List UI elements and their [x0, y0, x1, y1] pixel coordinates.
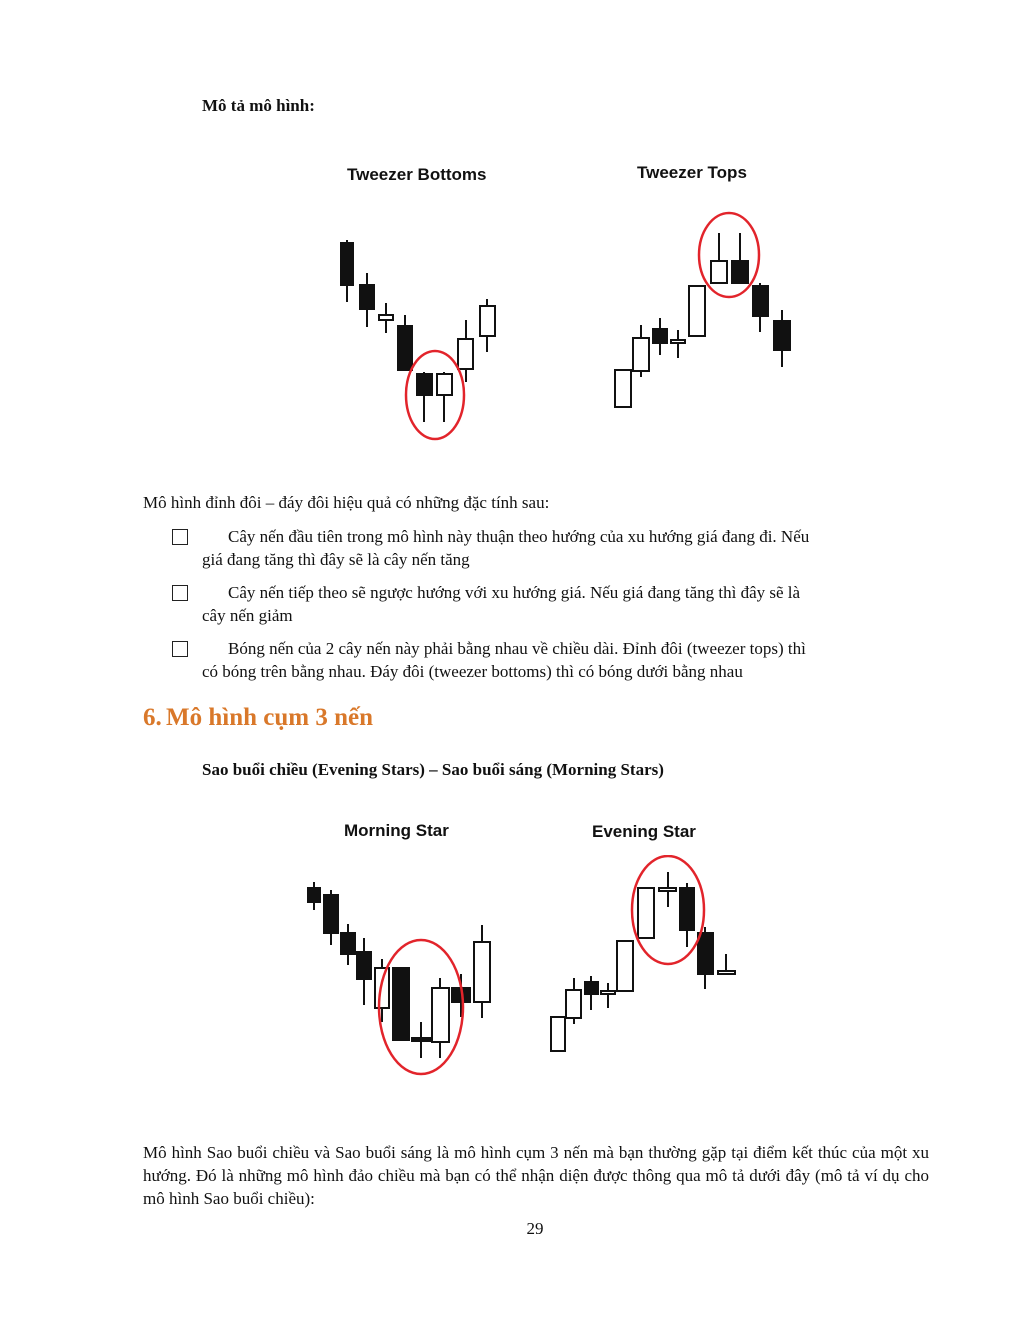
candle-bearish: [774, 321, 790, 350]
description-label: Mô tả mô hình:: [202, 96, 315, 115]
candle-bullish: [375, 968, 389, 1008]
morning-star-chart: [300, 870, 500, 1080]
candle-bearish: [324, 895, 338, 933]
candle-bullish: [474, 942, 490, 1002]
checkbox-bullet-icon: [172, 529, 188, 545]
section-number: 6.: [143, 704, 162, 731]
intro-text: Mô hình đỉnh đôi – đáy đôi hiệu quả có những đặc tính sau:: [143, 493, 550, 512]
candle-bearish: [398, 326, 412, 370]
evening-star-chart: [545, 855, 755, 1065]
bullet-line: Bóng nến của 2 cây nến này phải bằng nhau về chiều dài. Đỉnh đôi (tweezer tops) thì: [228, 639, 806, 658]
candle-bullish: [633, 338, 649, 371]
candle-bearish: [680, 888, 694, 930]
candle-bearish: [360, 285, 374, 309]
candle-bullish: [638, 888, 654, 938]
checkbox-bullet-icon: [172, 641, 188, 657]
candle-bullish: [437, 374, 452, 395]
bullet-line: cây nến giảm: [202, 606, 293, 625]
candle-bearish: [753, 286, 768, 316]
bullet-item: [172, 525, 929, 571]
tweezer-bottoms-title: Tweezer Bottoms: [347, 165, 487, 184]
bullet-line: giá đang tăng thì đây sẽ là cây nến tăng: [202, 550, 470, 569]
candle-doji: [671, 340, 685, 343]
candle-bullish: [480, 306, 495, 336]
candle-bearish: [698, 933, 713, 974]
evening-star-title: Evening Star: [592, 822, 696, 841]
bullet-item: [172, 581, 929, 627]
highlight-circle: [699, 213, 759, 297]
candle-bullish: [689, 286, 705, 336]
candle-bearish: [653, 329, 667, 343]
tweezer-tops-chart: [605, 205, 805, 415]
body-paragraph: Mô hình Sao buổi chiều và Sao buổi sáng là mô hình cụm 3 nến mà bạn thường gặp tại điểm kết thúc của một xu hướng. Đó là những mô hình đảo chiều mà bạn có thể nhận diện được thông qua mô tả dưới đây (mô tả ví dụ cho mô hình Sao buổi chiều):: [143, 1143, 929, 1208]
candle-bullish: [617, 941, 633, 991]
candle-doji: [601, 991, 615, 994]
candle-bullish: [458, 339, 473, 369]
subheading: Sao buổi chiều (Evening Stars) – Sao buổi sáng (Morning Stars): [202, 760, 664, 779]
candle-bearish: [341, 243, 353, 285]
candle-bullish: [711, 261, 727, 283]
bullet-line: có bóng trên bằng nhau. Đáy đôi (tweezer bottoms) thì có bóng dưới bằng nhau: [202, 662, 743, 681]
bullet-item: [172, 637, 929, 683]
candle-doji: [659, 888, 676, 891]
candle-bearish: [341, 933, 355, 954]
candle-bullish: [432, 988, 449, 1042]
candle-doji: [412, 1038, 430, 1041]
candle-bearish: [393, 968, 409, 1040]
page-number: 29: [526, 1219, 544, 1238]
bullet-line: Cây nến tiếp theo sẽ ngược hướng với xu hướng giá. Nếu giá đang tăng thì đây sẽ là: [228, 583, 801, 602]
candle-bullish: [566, 990, 581, 1018]
candle-bearish: [308, 888, 320, 902]
candle-bearish: [417, 374, 432, 395]
morning-star-title: Morning Star: [344, 821, 449, 840]
candle-bearish: [732, 261, 748, 283]
candle-bearish: [585, 982, 598, 994]
candle-doji: [718, 971, 735, 974]
checkbox-bullet-icon: [172, 585, 188, 601]
tweezer-tops-title: Tweezer Tops: [637, 163, 747, 182]
candle-bullish: [551, 1017, 565, 1051]
candle-bearish: [357, 952, 371, 979]
section-title: Mô hình cụm 3 nến: [166, 704, 373, 731]
highlight-circle: [406, 351, 464, 439]
candle-doji: [379, 315, 393, 320]
bullet-line: Cây nến đầu tiên trong mô hình này thuận theo hướng của xu hướng giá đang đi. Nếu: [228, 527, 810, 546]
tweezer-bottoms-chart: [330, 235, 510, 445]
candle-bullish: [615, 370, 631, 407]
